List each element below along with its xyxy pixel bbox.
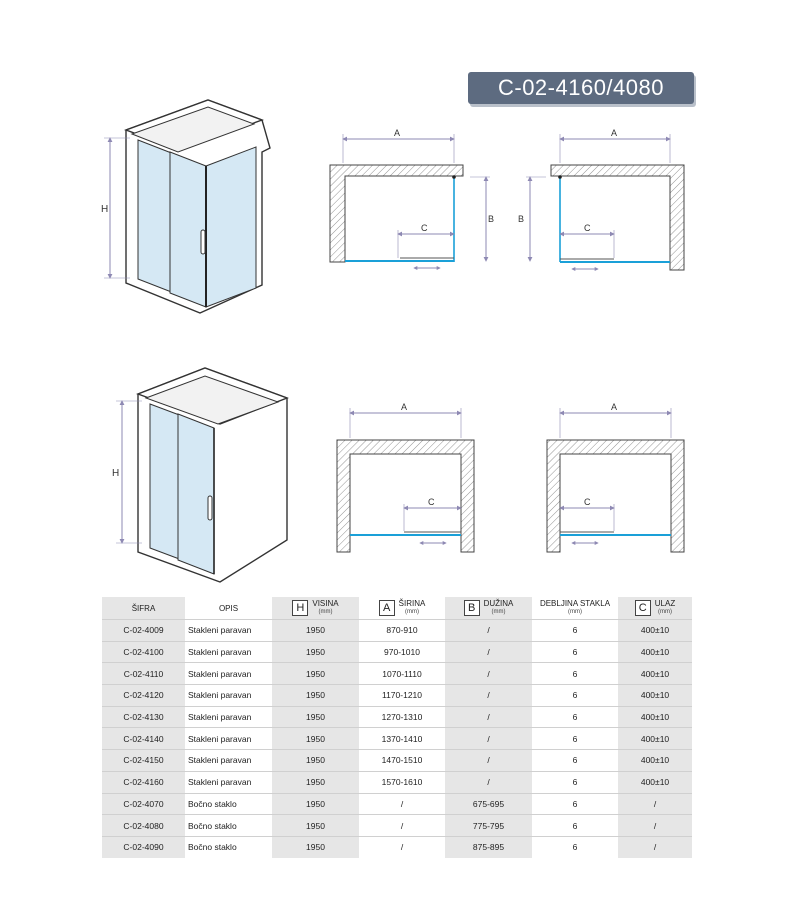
width-cell: / [359, 793, 445, 815]
description-cell: Bočno staklo [185, 793, 272, 815]
code-cell: C-02-4120 [102, 685, 185, 707]
length-cell: / [445, 620, 532, 642]
product-code-badge: C-02-4160/4080 [468, 72, 694, 104]
width-cell: / [359, 815, 445, 837]
entry-label-2: C [584, 223, 591, 233]
table-row [102, 728, 692, 750]
width-cell: 1170-1210 [359, 685, 445, 707]
description-cell: Stakleni paravan [185, 706, 272, 728]
depth-label-1: B [488, 214, 495, 224]
height-cell: 1950 [272, 793, 359, 815]
height-label-1: H [101, 204, 109, 215]
code-cell: C-02-4100 [102, 641, 185, 663]
height-cell: 1950 [272, 641, 359, 663]
entry-cell: / [618, 836, 692, 857]
depth-label-2: B [518, 214, 525, 224]
width-label-3: A [401, 402, 408, 412]
length-cell: 675-695 [445, 793, 532, 815]
plan-view-niche-right [337, 402, 474, 552]
glass-cell: 6 [532, 728, 618, 750]
entry-cell: 400±10 [618, 771, 692, 793]
header-glass-thickness: DEBLJINA STAKLA (mm) [539, 599, 611, 615]
height-cell: 1950 [272, 836, 359, 857]
length-letter-icon: B [464, 600, 480, 616]
table-row [102, 706, 692, 728]
description-cell: Stakleni paravan [185, 728, 272, 750]
code-cell: C-02-4110 [102, 663, 185, 685]
entry-cell: 400±10 [618, 663, 692, 685]
entry-label-3: C [428, 497, 435, 507]
glass-cell: 6 [532, 836, 618, 857]
description-cell: Bočno staklo [185, 836, 272, 857]
height-cell: 1950 [272, 685, 359, 707]
entry-cell: 400±10 [618, 728, 692, 750]
code-cell: C-02-4140 [102, 728, 185, 750]
length-cell: / [445, 641, 532, 663]
code-cell: C-02-4070 [102, 793, 185, 815]
height-cell: 1950 [272, 663, 359, 685]
width-cell: 870-910 [359, 620, 445, 642]
width-cell: 1070-1110 [359, 663, 445, 685]
entry-cell: 400±10 [618, 641, 692, 663]
plan-view-side-right [330, 128, 494, 268]
width-cell: 1370-1410 [359, 728, 445, 750]
length-cell: / [445, 706, 532, 728]
entry-cell: / [618, 815, 692, 837]
table-row [102, 641, 692, 663]
header-length: B DUŽINA (mm) [445, 597, 532, 620]
header-width: A ŠIRINA (mm) [359, 597, 445, 620]
plan-view-niche-left [547, 402, 684, 552]
width-cell: 1470-1510 [359, 750, 445, 772]
entry-letter-icon: C [635, 600, 651, 616]
width-cell: 1270-1310 [359, 706, 445, 728]
glass-cell: 6 [532, 771, 618, 793]
table-row [102, 750, 692, 772]
header-height: H VISINA (mm) [272, 597, 359, 620]
entry-cell: / [618, 793, 692, 815]
entry-cell: 400±10 [618, 620, 692, 642]
header-code: ŠIFRA [102, 597, 185, 620]
table-row [102, 685, 692, 707]
height-cell: 1950 [272, 728, 359, 750]
width-cell: 970-1010 [359, 641, 445, 663]
table-row [102, 815, 692, 837]
description-cell: Stakleni paravan [185, 750, 272, 772]
height-label-2: H [112, 468, 120, 479]
table-header-row [102, 597, 692, 620]
height-cell: 1950 [272, 706, 359, 728]
width-cell: 1570-1610 [359, 771, 445, 793]
glass-cell: 6 [532, 641, 618, 663]
length-cell: 875-895 [445, 836, 532, 857]
description-cell: Stakleni paravan [185, 771, 272, 793]
spec-table [102, 597, 692, 858]
glass-cell: 6 [532, 793, 618, 815]
plan-view-side-left [518, 128, 684, 270]
entry-label-1: C [421, 223, 428, 233]
glass-cell: 6 [532, 620, 618, 642]
height-cell: 1950 [272, 771, 359, 793]
iso-corner-enclosure [101, 100, 270, 313]
description-cell: Stakleni paravan [185, 663, 272, 685]
height-cell: 1950 [272, 815, 359, 837]
table-row [102, 663, 692, 685]
iso-niche-enclosure [112, 368, 287, 582]
table-row [102, 793, 692, 815]
glass-cell: 6 [532, 815, 618, 837]
length-cell: / [445, 728, 532, 750]
description-cell: Stakleni paravan [185, 620, 272, 642]
height-cell: 1950 [272, 750, 359, 772]
table-row [102, 836, 692, 857]
table-row [102, 771, 692, 793]
entry-cell: 400±10 [618, 706, 692, 728]
code-cell: C-02-4130 [102, 706, 185, 728]
description-cell: Stakleni paravan [185, 641, 272, 663]
entry-cell: 400±10 [618, 685, 692, 707]
code-cell: C-02-4009 [102, 620, 185, 642]
length-cell: 775-795 [445, 815, 532, 837]
code-cell: C-02-4160 [102, 771, 185, 793]
height-cell: 1950 [272, 620, 359, 642]
code-cell: C-02-4090 [102, 836, 185, 857]
table-row [102, 620, 692, 642]
width-label-2: A [611, 128, 618, 138]
glass-cell: 6 [532, 706, 618, 728]
code-cell: C-02-4150 [102, 750, 185, 772]
width-letter-icon: A [379, 600, 395, 616]
header-description: OPIS [218, 603, 239, 613]
length-cell: / [445, 663, 532, 685]
glass-cell: 6 [532, 685, 618, 707]
length-cell: / [445, 771, 532, 793]
length-cell: / [445, 750, 532, 772]
width-label-4: A [611, 402, 618, 412]
width-cell: / [359, 836, 445, 857]
glass-cell: 6 [532, 663, 618, 685]
table-body [102, 620, 692, 858]
description-cell: Bočno staklo [185, 815, 272, 837]
description-cell: Stakleni paravan [185, 685, 272, 707]
length-cell: / [445, 685, 532, 707]
entry-label-4: C [584, 497, 591, 507]
width-label-1: A [394, 128, 401, 138]
height-letter-icon: H [292, 600, 308, 616]
entry-cell: 400±10 [618, 750, 692, 772]
glass-cell: 6 [532, 750, 618, 772]
code-cell: C-02-4080 [102, 815, 185, 837]
header-entry: C ULAZ (mm) [618, 597, 692, 620]
